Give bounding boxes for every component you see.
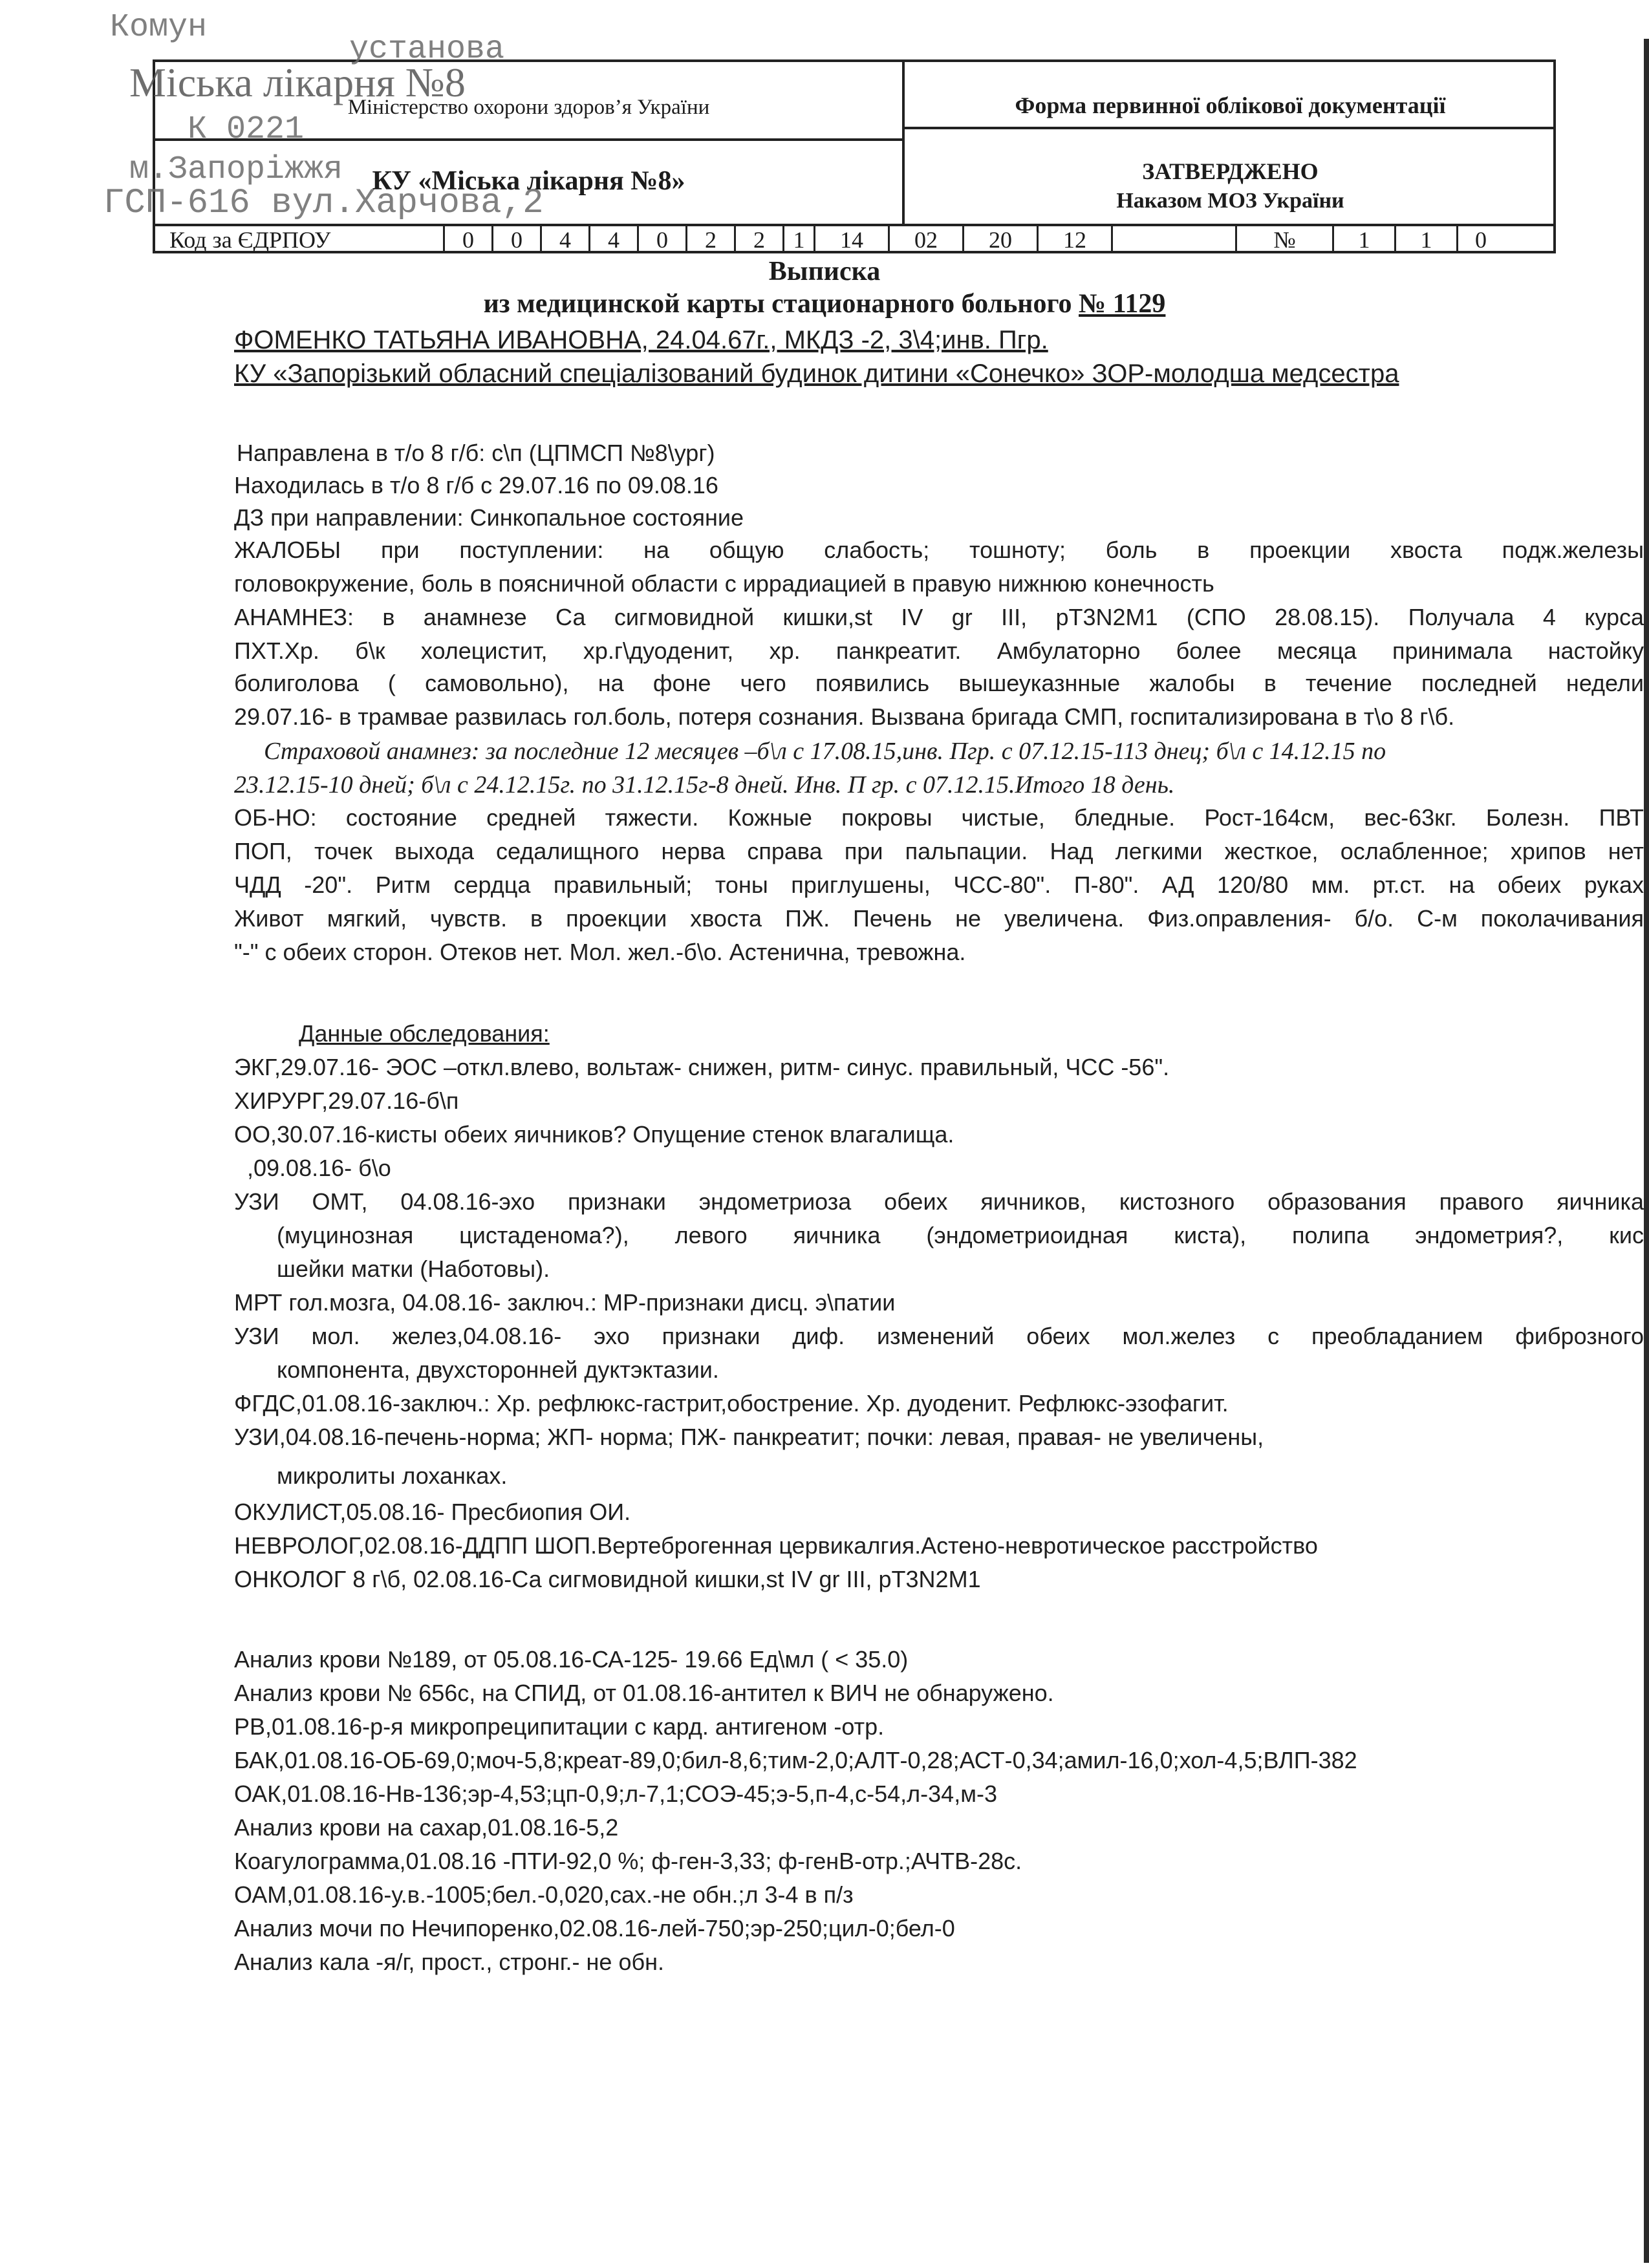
status-line: ЧДД -20". Ритм сердца правильный; тоны приглушены, ЧСС-80". П-80". АД 120/80 мм. рт.ст. на обеих руках bbox=[234, 872, 1644, 898]
lab-line: Анализ крови на сахар,01.08.16-5,2 bbox=[234, 1814, 619, 1841]
edrpou-digit: 1 bbox=[784, 226, 815, 253]
stamp-line: К 0221 bbox=[188, 111, 305, 148]
exam-line: ЭКГ,29.07.16- ЭОС –откл.влево, вольтаж- снижен, ритм- синус. правильный, ЧСС -56". bbox=[234, 1054, 1170, 1080]
insurance-anamnesis-line: 23.12.15-10 дней; б\л с 24.12.15г. по 31.12.15г-8 дней. Инв. П гр. с 07.12.15.Итого 18 день. bbox=[234, 771, 1175, 798]
status-line: ОБ-НО: состояние средней тяжести. Кожные покровы чистые, бледные. Рост-164см, вес-63кг. Болезн. ПВТ bbox=[234, 804, 1644, 831]
stamp-line: установа bbox=[349, 31, 505, 68]
exam-line: (муцинозная цистаденома?), левого яичника (эндометриоидная киста), полипа эндометрия?, кис bbox=[277, 1222, 1644, 1248]
anamnesis-line: ПХТ.Хр. б\к холецистит, хр.г\дуоденит, хр. панкреатит. Амбулаторно более месяца принимала настойку bbox=[234, 637, 1644, 664]
card-number: № 1129 bbox=[1079, 289, 1166, 319]
lab-line: РВ,01.08.16-р-я микропреципитации с кард. антигеном -отр. bbox=[234, 1713, 885, 1740]
date-cell: 12 bbox=[1039, 226, 1113, 253]
document-subtitle bbox=[0, 288, 1649, 319]
edrpou-digit: 2 bbox=[687, 226, 736, 253]
number-digit: 0 bbox=[1475, 227, 1487, 253]
patient-work-line: КУ «Запорізький обласний спеціалізований будинок дитини «Сонечко» ЗОР-молодша медсестра bbox=[234, 359, 1399, 388]
lab-line: БАК,01.08.16-ОБ-69,0;моч-5,8;креат-89,0;бил-8,6;тим-2,0;АЛТ-0,28;АСТ-0,34;амил-16,0;хол-4,5;ВЛП-382 bbox=[234, 1747, 1357, 1773]
blank-cell bbox=[1113, 226, 1237, 253]
exam-line: НЕВРОЛОГ,02.08.16-ДДПП ШОП.Вертеброгенная цервикалгия.Астено-невротическое расстройство bbox=[234, 1532, 1318, 1559]
subtitle-text: из медицинской карты стационарного больного bbox=[483, 289, 1079, 319]
lab-line: ОАК,01.08.16-Нв-136;эр-4,53;цп-0,9;л-7,1;СОЭ-45;э-5,п-4,с-54,л-34,м-3 bbox=[234, 1781, 997, 1807]
anamnesis-line: АНАМНЕЗ: в анамнезе Са сигмовидной кишки,st IV gr III, pT3N2M1 (СПО 28.08.15). Получала 4 курса bbox=[234, 604, 1644, 630]
edrpou-code-row bbox=[155, 224, 1553, 253]
exam-line: ФГДС,01.08.16-заключ.: Хр. рефлюкс-гастрит,обострение. Хр. дуоденит. Рефлюкс-эзофагит. bbox=[234, 1390, 1229, 1417]
exam-line: ОКУЛИСТ,05.08.16- Пресбиопия ОИ. bbox=[234, 1499, 631, 1525]
edrpou-digit: 0 bbox=[639, 226, 687, 253]
lab-line: Анализ крови №189, от 05.08.16-СА-125- 19.66 Ед\мл ( < 35.0) bbox=[234, 1646, 909, 1673]
lab-line: Анализ крови № 656с, на СПИД, от 01.08.16-антител к ВИЧ не обнаружено. bbox=[234, 1680, 1054, 1706]
edrpou-label: Код за ЄДРПОУ bbox=[155, 226, 445, 253]
exam-heading: Данные обследования: bbox=[299, 1020, 550, 1047]
exam-line: МРТ гол.мозга, 04.08.16- заключ.: МР-признаки дисц. э\патии bbox=[234, 1289, 896, 1316]
order-label: Наказом МОЗ України bbox=[1116, 189, 1344, 213]
stamp-line: Міська лікарня №8 bbox=[129, 59, 466, 105]
exam-line: УЗИ,04.08.16-печень-норма; ЖП- норма; ПЖ- панкреатит; почки: левая, правая- не увеличены, bbox=[234, 1424, 1264, 1450]
exam-line: ,09.08.16- б\о bbox=[247, 1155, 391, 1181]
referral-line: Направлена в т/о 8 г/б: с\п (ЦПМСП №8\ург) bbox=[237, 440, 715, 466]
anamnesis-line: 29.07.16- в трамвае развилась гол.боль, потеря сознания. Вызвана бригада СМП, госпитализирована в т\о 8 г\б. bbox=[234, 703, 1455, 730]
complaints-line: ЖАЛОБЫ при поступлении: на общую слабость; тошноту; боль в проекции хвоста подж.железы bbox=[234, 537, 1644, 563]
date-cell: 14 bbox=[815, 226, 890, 253]
exam-line: шейки матки (Наботовы). bbox=[277, 1256, 550, 1282]
status-line: ПОП, точек выхода седалищного нерва справа при пальпации. Над легкими жесткое, ослабленное; хрипов нет bbox=[234, 838, 1644, 864]
form-type-label: Форма первинної облікової документації bbox=[1015, 92, 1446, 118]
lab-line: Анализ кала -я/г, прост., стронг.- не обн. bbox=[234, 1949, 664, 1975]
lab-line: ОАМ,01.08.16-у.в.-1005;бел.-0,020,сах.-не обн.;л 3-4 в п/з bbox=[234, 1881, 854, 1908]
header-hline bbox=[902, 127, 1556, 129]
approved-label: ЗАТВЕРДЖЕНО bbox=[1142, 158, 1319, 184]
exam-line: УЗИ ОМТ, 04.08.16-эхо признаки эндометриоза обеих яичников, кистозного образования правого яичника bbox=[234, 1188, 1644, 1215]
patient-name-line: ФОМЕНКО ТАТЬЯНА ИВАНОВНА, 24.04.67г., МКДЗ -2, 3\4;инв. Пгр. bbox=[234, 326, 1048, 354]
institution-name: КУ «Міська лікарня №8» bbox=[372, 166, 685, 196]
lab-line: Коагулограмма,01.08.16 -ПТИ-92,0 %; ф-ген-3,33; ф-генВ-отр.;АЧТВ-28с. bbox=[234, 1848, 1022, 1874]
insurance-anamnesis-line: Страховой анамнез: за последние 12 месяцев –б\л с 17.08.15,инв. Пгр. с 07.12.15-113 днец; б\л с 14.12.15 по bbox=[264, 738, 1386, 765]
exam-line: ОО,30.07.16-кисты обеих яичников? Опущение стенок влагалища. bbox=[234, 1121, 954, 1148]
ministry-label: Міністерство охорони здоров’я України bbox=[347, 96, 710, 119]
exam-line: ХИРУРГ,29.07.16-б\п bbox=[234, 1087, 459, 1114]
scan-edge bbox=[1644, 39, 1649, 2263]
date-cell: 20 bbox=[964, 226, 1039, 253]
referral-diagnosis-line: ДЗ при направлении: Синкопальное состояние bbox=[234, 504, 744, 531]
date-cell: 02 bbox=[890, 226, 964, 253]
exam-line: ОНКОЛОГ 8 г\б, 02.08.16-Са сигмовидной кишки,st IV gr III, pT3N2M1 bbox=[234, 1566, 981, 1592]
edrpou-digit: 0 bbox=[445, 226, 493, 253]
stay-dates-line: Находилась в т/о 8 г/б с 29.07.16 по 09.08.16 bbox=[234, 472, 718, 498]
exam-line: компонента, двухсторонней дуктэктазии. bbox=[277, 1356, 719, 1383]
lab-line: Анализ мочи по Нечипоренко,02.08.16-лей-750;эр-250;цил-0;бел-0 bbox=[234, 1915, 955, 1942]
stamp-line: ГСП-616 вул.Харчова,2 bbox=[103, 184, 544, 223]
number-label: № bbox=[1237, 226, 1334, 253]
number-digit: 1 bbox=[1396, 226, 1458, 253]
document-title: Выписка bbox=[768, 257, 881, 286]
status-line: "-" с обеих сторон. Отеков нет. Мол. жел.-б\о. Астенична, тревожна. bbox=[234, 939, 966, 965]
exam-line: УЗИ мол. желез,04.08.16- эхо признаки диф. изменений обеих мол.желез с преобладанием фиброзного bbox=[234, 1323, 1644, 1349]
stamp-line: Комун bbox=[110, 9, 208, 46]
complaints-line: головокружение, боль в поясничной области с иррадиацией в правую нижнюю конечность bbox=[234, 570, 1214, 597]
edrpou-digit: 4 bbox=[590, 226, 639, 253]
stamp-line: м.Запоріжжя bbox=[129, 151, 343, 188]
status-line: Живот мягкий, чувств. в проекции хвоста ПЖ. Печень не увеличена. Физ.оправления- б/о. С-м поколачивания bbox=[234, 905, 1644, 932]
number-digit: 1 bbox=[1334, 226, 1396, 253]
anamnesis-line: болиголова ( самовольно), на фоне чего появились вышеуказнные жалобы в течение последней недели bbox=[234, 670, 1644, 696]
edrpou-digit: 2 bbox=[736, 226, 784, 253]
edrpou-digit: 4 bbox=[542, 226, 590, 253]
exam-line: микролиты лоханках. bbox=[277, 1462, 508, 1489]
edrpou-digit: 0 bbox=[493, 226, 542, 253]
